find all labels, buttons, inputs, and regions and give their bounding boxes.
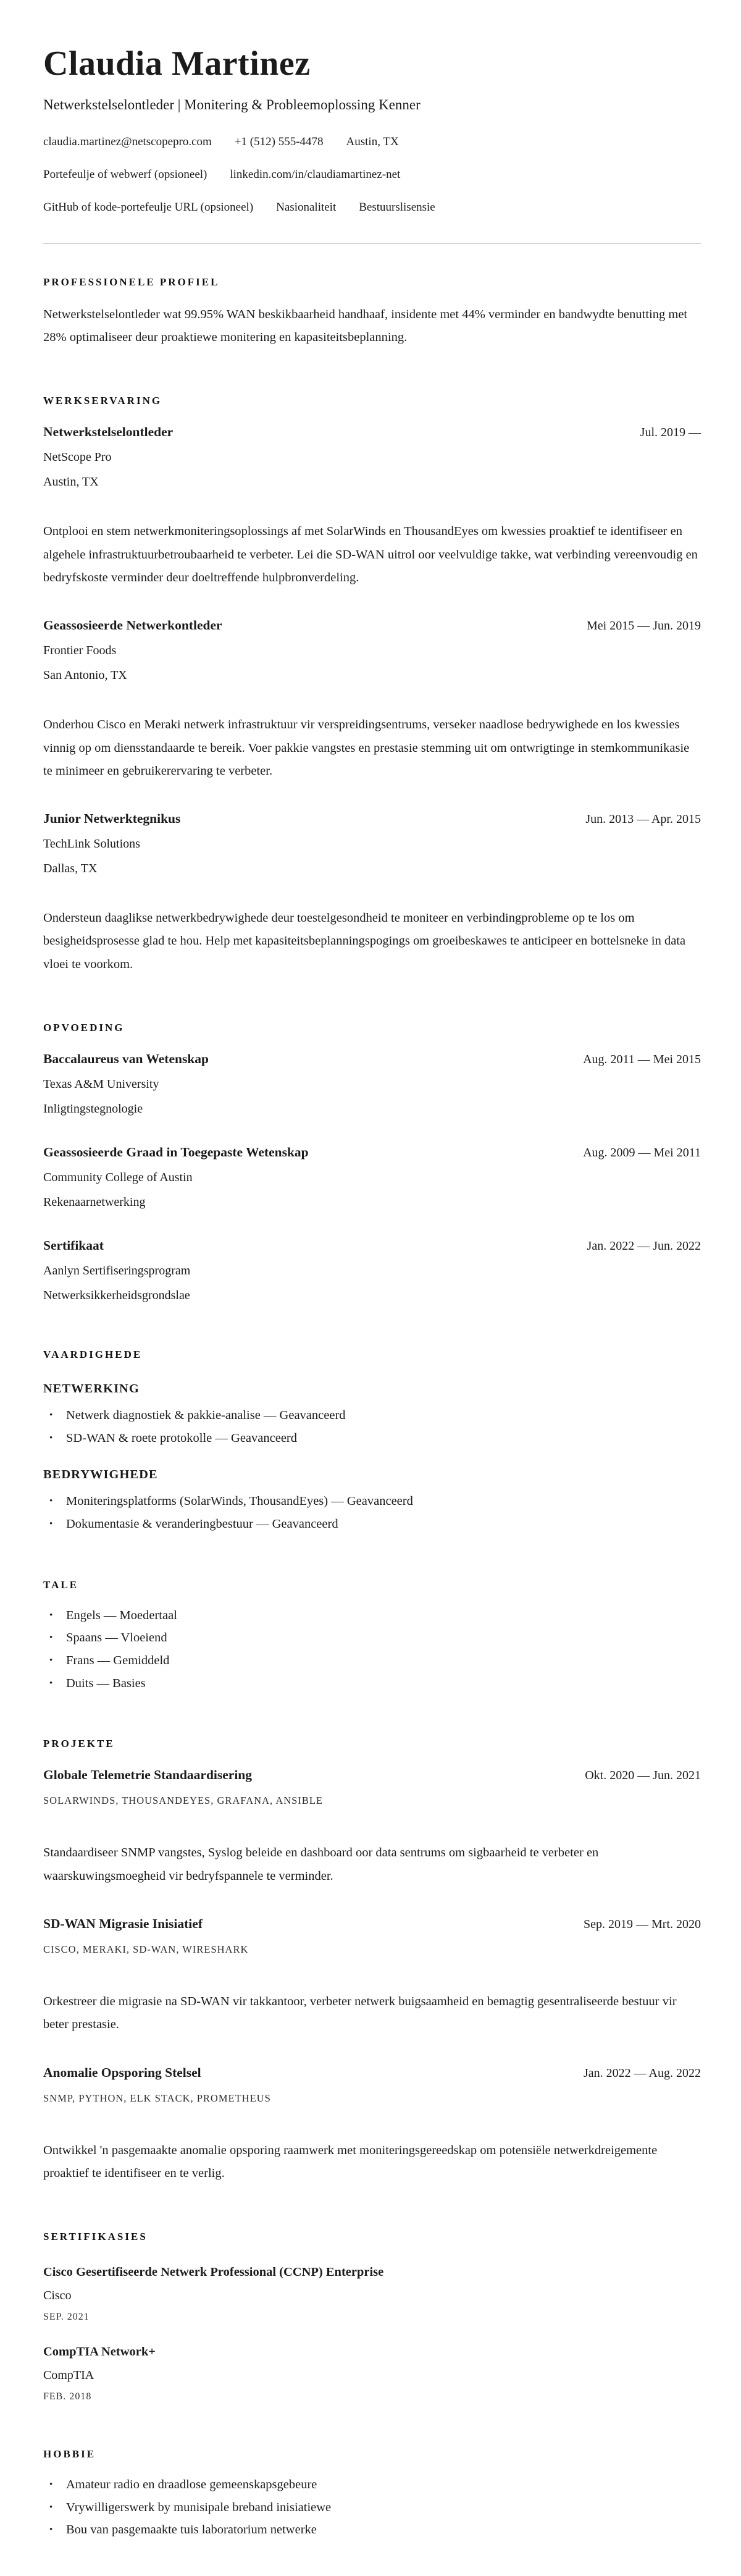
skill-list <box>43 1407 701 1447</box>
section-projects <box>43 1738 701 2185</box>
certification-name: Cisco Gesertifiseerde Netwerk Professional (CCNP) Enterprise <box>43 2265 384 2279</box>
degree-title: Geassosieerde Graad in Toegepaste Wetenskap <box>43 1144 309 1160</box>
section-certifications <box>43 2231 701 2402</box>
certification-issuer: CompTIA <box>43 2368 94 2383</box>
language-item: • Duits — Basies <box>43 1675 701 1693</box>
job-description: Onderhou Cisco en Meraki netwerk infrastruktuur vir verspreidingsentrums, verseker naadlose bedrywighede en los kwessies vinnig op om diensstandaarde te bereik. Voer pakkie vangstes en prestasie stemming uit om ontwrigtinge in stemkommunikasie te minimeer en gebruikerervaring te verbeter. <box>43 718 690 778</box>
education-header <box>43 1238 701 1253</box>
skill-group-name: NETWERKING <box>43 1381 140 1395</box>
job-dates: Jul. 2019 — <box>640 426 701 440</box>
job-location: San Antonio, TX <box>43 668 127 683</box>
school-name: Aanlyn Sertifiseringsprogram <box>43 1263 191 1277</box>
job-entry <box>43 424 701 589</box>
school-name: Texas A&M University <box>43 1077 159 1091</box>
skill-list <box>43 1493 701 1533</box>
skill-item: • Moniteringsplatforms (SolarWinds, ThousandEyes) — Geavanceerd <box>43 1493 701 1510</box>
education-header <box>43 1145 701 1160</box>
job-title: Junior Netwerktegnikus <box>43 811 181 827</box>
contact-block <box>43 135 701 214</box>
section-hobbies <box>43 2448 701 2539</box>
job-dates: Mei 2015 — Jun. 2019 <box>587 619 701 633</box>
job-description: Ontplooi en stem netwerkmoniteringsoplossings af met SolarWinds en ThousandEyes om kwessies proaktief te identifiseer en algehele infrastruktuurbetroubaarheid te verbeter. Lei die SD-WAN uitrol oor veelvuldige takke, wat verbinding vereenvoudig en bedryfskoste verminder deur doeltreffende hulpbronverdeling. <box>43 524 698 584</box>
languages-heading: TALE <box>43 1578 79 1591</box>
job-location: Dallas, TX <box>43 862 98 876</box>
job-title: Geassosieerde Netwerkontleder <box>43 618 222 633</box>
education-entry <box>43 1238 701 1303</box>
project-name: SD-WAN Migrasie Inisiatief <box>43 1916 203 1931</box>
phone-text: +1 (512) 555-4478 <box>234 135 324 148</box>
certification-entry <box>43 2265 701 2323</box>
skill-item: • Netwerk diagnostiek & pakkie-analise — Geavanceerd <box>43 1407 701 1425</box>
location-text: Austin, TX <box>346 135 399 148</box>
school-name: Community College of Austin <box>43 1170 193 1184</box>
linkedin-text: linkedin.com/in/claudiamartinez-net <box>230 167 401 181</box>
hobby-item: • Amateur radio en draadlose gemeenskapsgebeure <box>43 2477 701 2494</box>
hobbies-heading: HOBBIE <box>43 2448 96 2460</box>
portfolio-placeholder-text: Portefeulje of webwerf (opsioneel) <box>43 167 207 181</box>
hobby-item: • Bou van pasgemaakte tuis laboratorium netwerke <box>43 2522 701 2539</box>
job-description: Ondersteun daaglikse netwerkbedrywighede deur toestelgesondheid te moniteer en verbindingprobleme op te los om besigheidsprosesse glad te hou. Help met kapasiteitsbeplanningspogings om groeibeskawes te anticipeer en bottelsneke in data vloei te voorkom. <box>43 911 686 971</box>
language-item: • Engels — Moedertaal <box>43 1607 701 1625</box>
project-name: Anomalie Opsporing Stelsel <box>43 2065 201 2080</box>
job-dates: Jun. 2013 — Apr. 2015 <box>585 812 701 827</box>
skills-heading: VAARDIGHEDE <box>43 1348 143 1360</box>
job-company: TechLink Solutions <box>43 837 140 851</box>
project-name: Globale Telemetrie Standaardisering <box>43 1767 253 1783</box>
section-education <box>43 1022 701 1303</box>
skill-group-name: BEDRYWIGHEDE <box>43 1468 158 1482</box>
contact-row-3 <box>43 201 701 214</box>
project-entry <box>43 1916 701 2037</box>
hobby-item: • Vrywilligerswerk by munisipale breband inisiatiewe <box>43 2499 701 2517</box>
profile-heading: PROFESSIONELE PROFIEL <box>43 276 220 288</box>
github-placeholder-text: GitHub of kode-portefeulje URL (opsioneel) <box>43 200 254 214</box>
contact-row-1 <box>43 135 701 149</box>
profile-text: Netwerkstelselontleder wat 99.95% WAN beskikbaarheid handhaaf, insidente met 44% verminder en bandwydte benutting met 28% optimaliseer deur proaktiewe monitering en kapasiteitsbeplanning. <box>43 307 688 345</box>
section-experience <box>43 395 701 976</box>
project-stack: SOLARWINDS, THOUSANDEYES, GRAFANA, ANSIBLE <box>43 1795 324 1807</box>
education-entry <box>43 1145 701 1210</box>
person-name: Claudia Martinez <box>43 44 311 83</box>
job-entry <box>43 811 701 976</box>
education-dates: Aug. 2009 — Mei 2011 <box>583 1145 701 1160</box>
job-company: NetScope Pro <box>43 450 112 465</box>
certifications-heading: SERTIFIKASIES <box>43 2231 148 2243</box>
degree-title: Baccalaureus van Wetenskap <box>43 1051 209 1066</box>
resume-page <box>43 44 701 2539</box>
job-title: Netwerkstelselontleder <box>43 424 174 440</box>
projects-heading: PROJEKTE <box>43 1738 115 1750</box>
section-profile <box>43 276 701 350</box>
header-divider <box>43 243 701 244</box>
skill-item: • SD-WAN & roete protokolle — Geavanceerd <box>43 1430 701 1447</box>
nationality-text: Nasionaliteit <box>276 200 337 214</box>
job-company: Frontier Foods <box>43 644 117 658</box>
project-header <box>43 2065 701 2081</box>
drivers-license-text: Bestuurslisensie <box>359 200 435 214</box>
project-description: Ontwikkel 'n pasgemaakte anomalie opsporing raamwerk met moniteringsgereedskap om potensiële netwerkdreigemente proaktief te identifiseer en te verlig. <box>43 2143 658 2180</box>
field-of-study: Inligtingstegnologie <box>43 1101 143 1116</box>
education-entry <box>43 1051 701 1116</box>
certification-issuer: Cisco <box>43 2289 72 2303</box>
certification-date: FEB. 2018 <box>43 2391 92 2402</box>
job-header <box>43 424 701 440</box>
person-title: Netwerkstelselontleder | Monitering & Probleemoplossing Kenner <box>43 96 421 112</box>
language-item: • Spaans — Vloeiend <box>43 1630 701 1647</box>
language-list <box>43 1607 701 1693</box>
experience-heading: WERKSERVARING <box>43 395 162 407</box>
job-location: Austin, TX <box>43 475 99 489</box>
resume-header <box>43 44 701 214</box>
field-of-study: Rekenaarnetwerking <box>43 1195 146 1209</box>
section-languages <box>43 1579 701 1693</box>
language-item: • Frans — Gemiddeld <box>43 1652 701 1670</box>
job-header <box>43 811 701 827</box>
project-entry <box>43 1767 701 1888</box>
certification-entry <box>43 2345 701 2402</box>
job-header <box>43 618 701 633</box>
degree-title: Sertifikaat <box>43 1237 104 1253</box>
project-header <box>43 1916 701 1932</box>
project-stack: CISCO, MERAKI, SD-WAN, WIRESHARK <box>43 1943 249 1955</box>
project-description: Orkestreer die migrasie na SD-WAN vir takkantoor, verbeter netwerk buigsaamheid en bemagtig gesentraliseerde bestuur vir beter prestasie. <box>43 1994 677 2032</box>
job-entry <box>43 618 701 783</box>
project-dates: Okt. 2020 — Jun. 2021 <box>585 1769 701 1783</box>
certification-name: CompTIA Network+ <box>43 2345 156 2359</box>
hobby-list <box>43 2477 701 2539</box>
project-stack: SNMP, PYTHON, ELK STACK, PROMETHEUS <box>43 2092 271 2104</box>
skill-item: • Dokumentasie & veranderingbestuur — Geavanceerd <box>43 1516 701 1533</box>
certification-date: SEP. 2021 <box>43 2312 90 2323</box>
project-header <box>43 1767 701 1783</box>
education-dates: Aug. 2011 — Mei 2015 <box>583 1052 701 1066</box>
email-text: claudia.martinez@netscopepro.com <box>43 135 212 148</box>
field-of-study: Netwerksikkerheidsgrondslae <box>43 1288 190 1302</box>
project-description: Standaardiseer SNMP vangstes, Syslog beleide en dashboard oor data sentrums om sigbaarheid te verbeter en waarskuwingsmoegheid vir bedryfspannele te verminder. <box>43 1846 599 1883</box>
section-skills <box>43 1349 701 1533</box>
education-dates: Jan. 2022 — Jun. 2022 <box>587 1239 701 1253</box>
education-heading: OPVOEDING <box>43 1021 125 1033</box>
contact-row-2 <box>43 168 701 182</box>
project-entry <box>43 2065 701 2186</box>
project-dates: Sep. 2019 — Mrt. 2020 <box>584 1917 701 1931</box>
education-header <box>43 1051 701 1067</box>
project-dates: Jan. 2022 — Aug. 2022 <box>584 2066 701 2080</box>
